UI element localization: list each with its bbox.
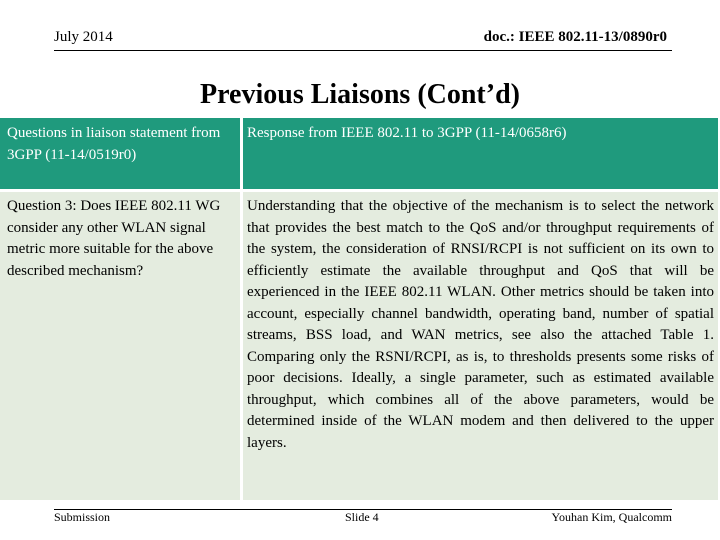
table-cell-response: Understanding that the objective of the mechanism is to select the network that provides the best match to the QoS and/or throughput requirements of the system, the consideration of RNSI/RCPI is not sufficient on its own to efficiently estimate the available throughput and QoS that will be experienced in the IEEE 802.11 WLAN. Other metrics should be taken into account, especially channel bandwidth, operating band, number of spatial streams, BSS load, and WAN metrics, see also the attached Table 1. Comparing only the RSNI/RCPI, as is, to thresholds presents some risks of poor decisions. Ideally, a single parameter, such as estimated available throughput, which combines all of the above parameters, would be determined inside of the WLAN modem and then delivered to the upper layers. [247,198,714,451]
liaison-table [0,118,718,500]
footer-slide-number: Slide 4 [345,510,379,524]
column-header-response: Response from IEEE 802.11 to 3GPP (11-14/0658r6) [247,125,567,141]
header-doc-id: doc.: IEEE 802.11-13/0890r0 [483,29,667,45]
column-header-questions: Questions in liaison statement from 3GPP (11-14/0519r0) [7,125,221,163]
table-cell-question: Question 3: Does IEEE 802.11 WG consider any other WLAN signal metric more suitable for the above described mechanism? [7,198,221,279]
slide-title: Previous Liaisons (Cont’d) [200,79,520,110]
header-date: July 2014 [54,29,113,45]
row-separator [0,189,718,192]
header-rule [54,50,672,51]
footer-author: Youhan Kim, Qualcomm [551,510,672,524]
footer-submission: Submission [54,510,111,524]
column-separator [240,118,243,500]
